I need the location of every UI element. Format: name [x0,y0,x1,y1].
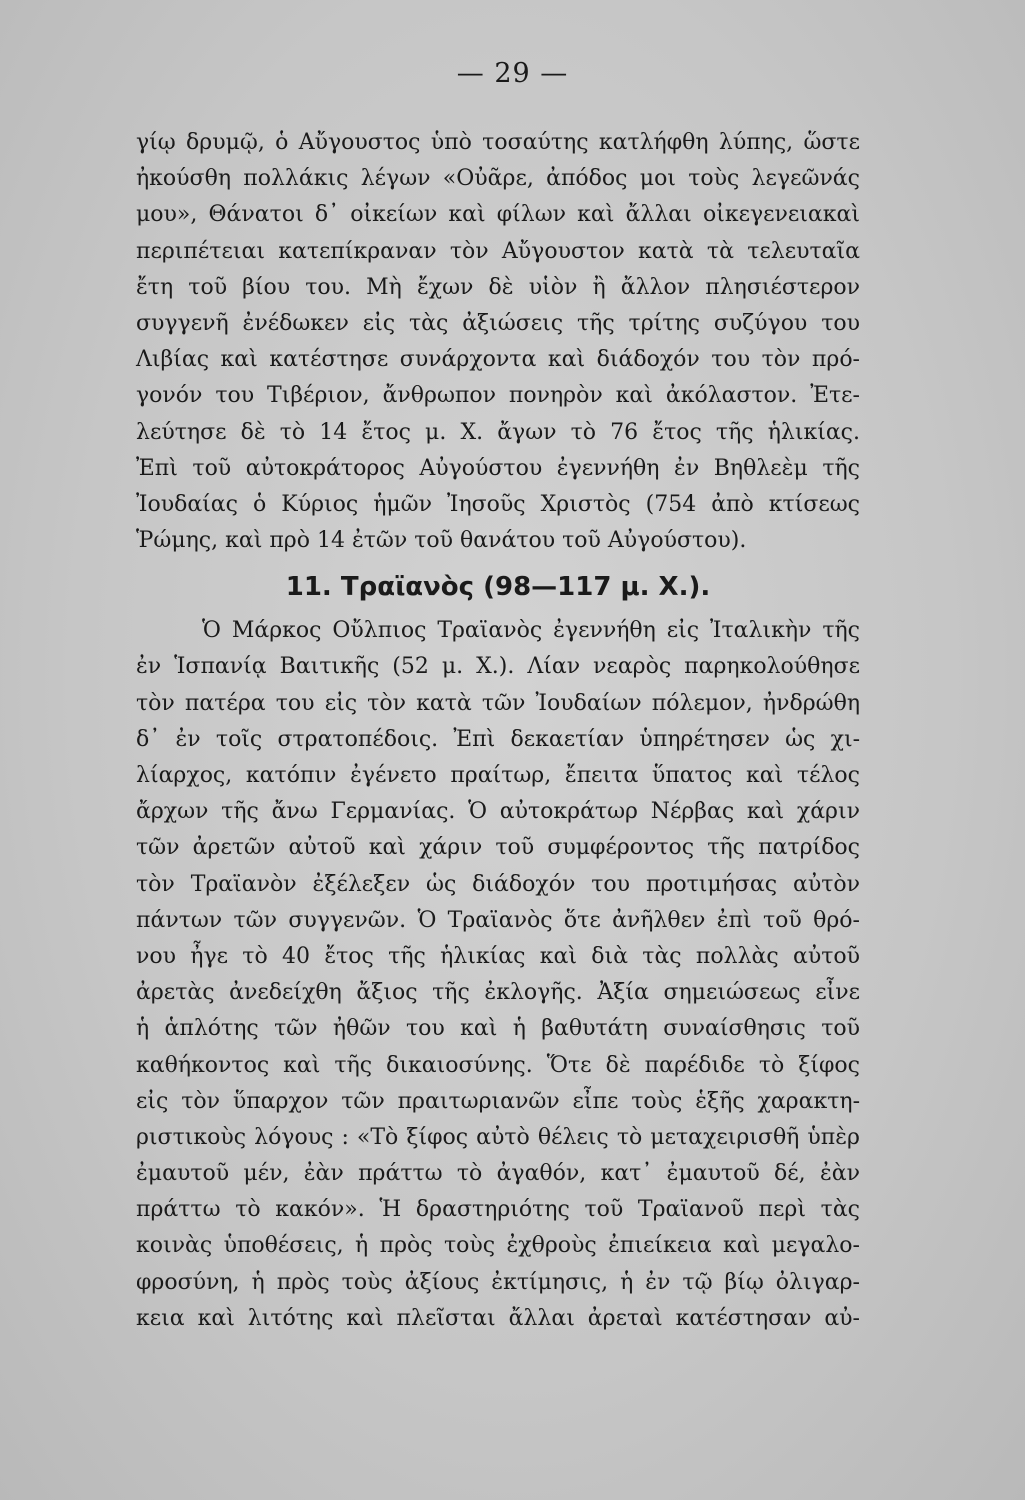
text-line: πράττω τὸ κακόν». Ἡ δραστηριότης τοῦ Τραϊανοῦ περὶ τὰς [136,1197,860,1223]
text-line: ἡ ἁπλότης τῶν ἠθῶν του καὶ ἡ βαθυτάτη συναίσθησις τοῦ [136,1016,860,1042]
text-line: φροσύνη, ἡ πρὸς τοὺς ἀξίους ἐκτίμησις, ἡ ἐν τῷ βίῳ ὀλιγαρ- [136,1269,860,1295]
text-line: γίῳ δρυμῷ, ὁ Αὔγουστος ὑπὸ τοσαύτης κατλήφθη λύπης, ὥστε [136,130,860,155]
text-line: κοινὰς ὑποθέσεις, ἡ πρὸς τοὺς ἐχθροὺς ἐπιείκεια καὶ μεγαλο- [136,1233,860,1259]
text-line: Ἐπὶ τοῦ αὐτοκράτορος Αὐγούστου ἐγεννήθη ἐν Βηθλεὲμ τῆς [136,455,860,481]
text-block [136,125,860,1337]
text-line: ριστικοὺς λόγους : «Τὸ ξίφος αὐτὸ θέλεις τὸ μεταχειρισθῆ ὑπὲρ [136,1124,860,1150]
text-line: περιπέτειαι κατεπίκραναν τὸν Αὔγουστον κατὰ τὰ τελευταῖα [136,238,860,264]
text-line: Ῥώμης, καὶ πρὸ 14 ἐτῶν τοῦ θανάτου τοῦ Αὐγούστου). [136,528,747,554]
text-line: γονόν του Τιβέριον, ἄνθρωπον πονηρὸν καὶ ἀκόλαστον. Ἐτε- [136,383,860,409]
page-number: — 29 — [456,58,569,89]
text-line: νου ἦγε τὸ 40 ἔτος τῆς ἡλικίας καὶ διὰ τὰς πολλὰς αὐτοῦ [136,943,860,969]
text-line: Ὁ Μάρκος Οὔλπιος Τραϊανὸς ἐγεννήθη εἰς Ἰταλικὴν τῆς [202,618,860,644]
text-line: πάντων τῶν συγγενῶν. Ὁ Τραϊανὸς ὅτε ἀνῆλθεν ἐπὶ τοῦ θρό- [136,907,860,933]
text-line: εἰς τὸν ὕπαρχον τῶν πραιτωριανῶν εἶπε τοὺς ἑξῆς χαρακτη- [136,1088,860,1114]
text-line: λίαρχος, κατόπιν ἐγένετο πραίτωρ, ἔπειτα ὕπατος καὶ τέλος [136,763,860,788]
text-line: Λιβίας καὶ κατέστησε συνάρχοντα καὶ διάδοχόν του τὸν πρό- [136,347,860,373]
paragraph-2 [136,613,860,1337]
text-line: καθήκοντος καὶ τῆς δικαιοσύνης. Ὅτε δὲ παρέδιδε τὸ ξίφος [136,1052,860,1078]
text-line: λεύτησε δὲ τὸ 14 ἔτος μ. Χ. ἄγων τὸ 76 ἔτος τῆς ἡλικίας. [136,419,860,445]
text-line: δ᾽ ἐν τοῖς στρατοπέδοις. Ἐπὶ δεκαετίαν ὑπηρέτησεν ὡς χι- [136,726,860,752]
text-line: τὸν πατέρα του εἰς τὸν κατὰ τῶν Ἰουδαίων πόλεμον, ἠνδρώθη [136,690,860,716]
text-line: ἐμαυτοῦ μέν, ἐὰν πράττω τὸ ἀγαθόν, κατ᾽ ἐμαυτοῦ δέ, ἐὰν [136,1161,860,1187]
text-line: τὸν Τραϊανὸν ἐξέλεξεν ὡς διάδοχόν του προτιμήσας αὐτὸν [136,871,860,897]
text-line: ἀρετὰς ἀνεδείχθη ἄξιος τῆς ἐκλογῆς. Ἀξία σημειώσεως εἶνε [136,980,860,1006]
text-line: ἔτη τοῦ βίου του. Μὴ ἔχων δὲ υἱὸν ἢ ἄλλον πλησιέστερον [136,274,860,300]
text-line: Ἰουδαίας ὁ Κύριος ἡμῶν Ἰησοῦς Χριστὸς (754 ἀπὸ κτίσεως [136,491,860,517]
text-line: κεια καὶ λιτότης καὶ πλεῖσται ἄλλαι ἀρεταὶ κατέστησαν αὐ- [136,1305,860,1331]
text-line: ἠκούσθη πολλάκις λέγων «Οὐᾶρε, ἀπόδος μοι τοὺς λεγεῶνάς [136,166,860,192]
text-line: τῶν ἀρετῶν αὐτοῦ καὶ χάριν τοῦ συμφέροντος τῆς πατρίδος [136,835,860,861]
paragraph-1 [136,125,860,559]
text-line: συγγενῆ ἐνέδωκεν εἰς τὰς ἀξιώσεις τῆς τρίτης συζύγου του [136,310,860,336]
section-heading: 11. Τραϊανὸς (98—117 μ. Χ.). [285,572,711,603]
text-line: ἐν Ἱσπανίᾳ Βαιτικῆς (52 μ. Χ.). Λίαν νεαρὸς παρηκολούθησε [136,654,860,680]
text-line: ἄρχων τῆς ἄνω Γερμανίας. Ὁ αὐτοκράτωρ Νέρβας καὶ χάριν [136,799,860,825]
text-line: μου», Θάνατοι δ᾽ οἰκείων καὶ φίλων καὶ ἄλλαι οἰκεγενειακαὶ [136,202,860,228]
